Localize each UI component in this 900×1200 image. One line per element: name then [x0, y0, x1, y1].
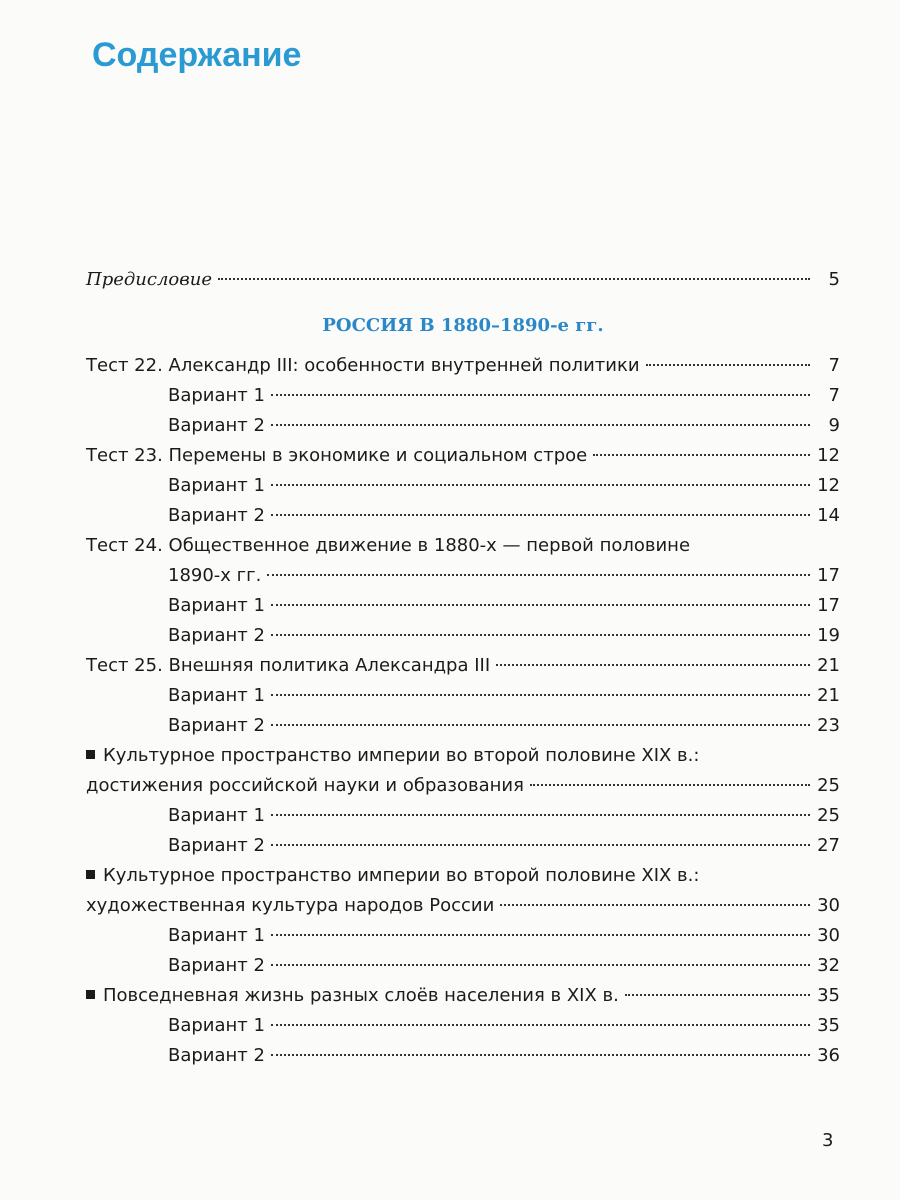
toc-page-number: 25: [817, 775, 840, 796]
toc-topic-row[interactable]: [86, 981, 840, 1011]
dot-leader: [271, 394, 810, 396]
section-heading: РОССИЯ В 1880–1890-е гг.: [322, 315, 604, 336]
dot-leader: [646, 364, 810, 366]
toc-page-number: 35: [817, 985, 840, 1006]
dot-leader: [218, 278, 810, 280]
dot-leader: [271, 724, 810, 726]
dot-leader: [271, 634, 810, 636]
toc-page-number: 14: [817, 505, 840, 526]
dot-leader: [267, 574, 810, 576]
toc-variant-row[interactable]: [86, 621, 840, 651]
toc-page-number: 12: [817, 475, 840, 496]
toc-page-number: 7: [828, 355, 840, 376]
toc-entry-label: Вариант 1: [168, 1015, 265, 1036]
dot-leader: [271, 934, 810, 936]
dot-leader: [496, 664, 810, 666]
toc-variant-row[interactable]: [86, 1011, 840, 1041]
toc-entry-label: Вариант 2: [168, 625, 265, 646]
toc-preface-row[interactable]: [86, 265, 840, 295]
toc-variant-row[interactable]: [86, 1041, 840, 1071]
toc-test-title-line[interactable]: Тест 24. Общественное движение в 1880-х — первой половине: [86, 535, 691, 556]
toc-entry-label: Вариант 1: [168, 925, 265, 946]
toc-page-number: 19: [817, 625, 840, 646]
toc-entry-label: [86, 981, 619, 1011]
toc-entry-label: достижения российской науки и образования: [86, 775, 524, 796]
dot-leader: [500, 904, 810, 906]
toc-entry-label: Вариант 2: [168, 955, 265, 976]
toc-entry-label: Вариант 1: [168, 685, 265, 706]
toc-test-row[interactable]: [86, 351, 840, 381]
toc-variant-row[interactable]: [86, 471, 840, 501]
toc-entry-label: Вариант 1: [168, 595, 265, 616]
toc-entry-label: Вариант 1: [168, 805, 265, 826]
table-of-contents: [86, 265, 840, 1071]
toc-topic-row[interactable]: [86, 891, 840, 921]
toc-page-number: 12: [817, 445, 840, 466]
toc-test-row[interactable]: [86, 441, 840, 471]
dot-leader: [271, 814, 810, 816]
dot-leader: [271, 514, 810, 516]
toc-topic-title-line[interactable]: [86, 861, 840, 891]
toc-entry-label: 1890-х гг.: [168, 565, 262, 586]
toc-page-number: 27: [817, 835, 840, 856]
dot-leader: [625, 994, 810, 996]
toc-variant-row[interactable]: [86, 411, 840, 441]
toc-entry-label: художественная культура народов России: [86, 895, 495, 916]
toc-variant-row[interactable]: [86, 921, 840, 951]
toc-entry-label: Вариант 1: [168, 475, 265, 496]
toc-entry-label: Вариант 1: [168, 385, 265, 406]
toc-page-number: 32: [817, 955, 840, 976]
toc-entry-label: Вариант 2: [168, 415, 265, 436]
toc-page-number: 36: [817, 1045, 840, 1066]
toc-page-number: 5: [828, 269, 840, 290]
dot-leader: [271, 844, 810, 846]
toc-page-number: 21: [817, 685, 840, 706]
toc-test-row[interactable]: [86, 651, 840, 681]
dot-leader: [593, 454, 810, 456]
dot-leader: [271, 1054, 810, 1056]
toc-variant-row[interactable]: [86, 681, 840, 711]
dot-leader: [271, 964, 810, 966]
toc-page-number: 9: [828, 415, 840, 436]
toc-entry-label: Вариант 2: [168, 1045, 265, 1066]
toc-entry-label: Вариант 2: [168, 505, 265, 526]
toc-variant-row[interactable]: [86, 501, 840, 531]
toc-topic-text: Культурное пространство империи во второй половине XIX в.:: [103, 865, 700, 886]
toc-page-number: 21: [817, 655, 840, 676]
dot-leader: [271, 604, 810, 606]
toc-topic-text: Повседневная жизнь разных слоёв населения в XIX в.: [103, 985, 619, 1006]
dot-leader: [271, 424, 810, 426]
toc-page-number: 23: [817, 715, 840, 736]
toc-entry-label: Вариант 2: [168, 715, 265, 736]
square-bullet-icon: [86, 870, 95, 879]
dot-leader: [530, 784, 810, 786]
toc-entry-label: Вариант 2: [168, 835, 265, 856]
toc-entry-label: Предисловие: [86, 269, 212, 290]
toc-variant-row[interactable]: [86, 711, 840, 741]
toc-variant-row[interactable]: [86, 951, 840, 981]
dot-leader: [271, 1024, 810, 1026]
toc-page-number: 25: [817, 805, 840, 826]
square-bullet-icon: [86, 750, 95, 759]
toc-page-number: 17: [817, 595, 840, 616]
toc-entry-label: Тест 22. Александр III: особенности внутренней политики: [86, 355, 640, 376]
toc-topic-title-line[interactable]: [86, 741, 840, 771]
toc-page-number: 7: [828, 385, 840, 406]
square-bullet-icon: [86, 990, 95, 999]
toc-page-number: 17: [817, 565, 840, 586]
toc-topic-row[interactable]: [86, 771, 840, 801]
toc-variant-row[interactable]: [86, 591, 840, 621]
dot-leader: [271, 694, 810, 696]
toc-variant-row[interactable]: [86, 831, 840, 861]
dot-leader: [271, 484, 810, 486]
toc-variant-row[interactable]: [86, 801, 840, 831]
toc-page-number: 30: [817, 895, 840, 916]
page-title: Содержание: [92, 36, 302, 74]
toc-variant-row[interactable]: [86, 381, 840, 411]
toc-entry-label: Тест 23. Перемены в экономике и социальном строе: [86, 445, 588, 466]
toc-topic-text: Культурное пространство империи во второй половине XIX в.:: [103, 745, 700, 766]
toc-page-number: 30: [817, 925, 840, 946]
toc-page-number: 35: [817, 1015, 840, 1036]
toc-entry-label: Тест 25. Внешняя политика Александра III: [86, 655, 491, 676]
page-number: 3: [822, 1130, 834, 1151]
toc-test-row[interactable]: [86, 561, 840, 591]
